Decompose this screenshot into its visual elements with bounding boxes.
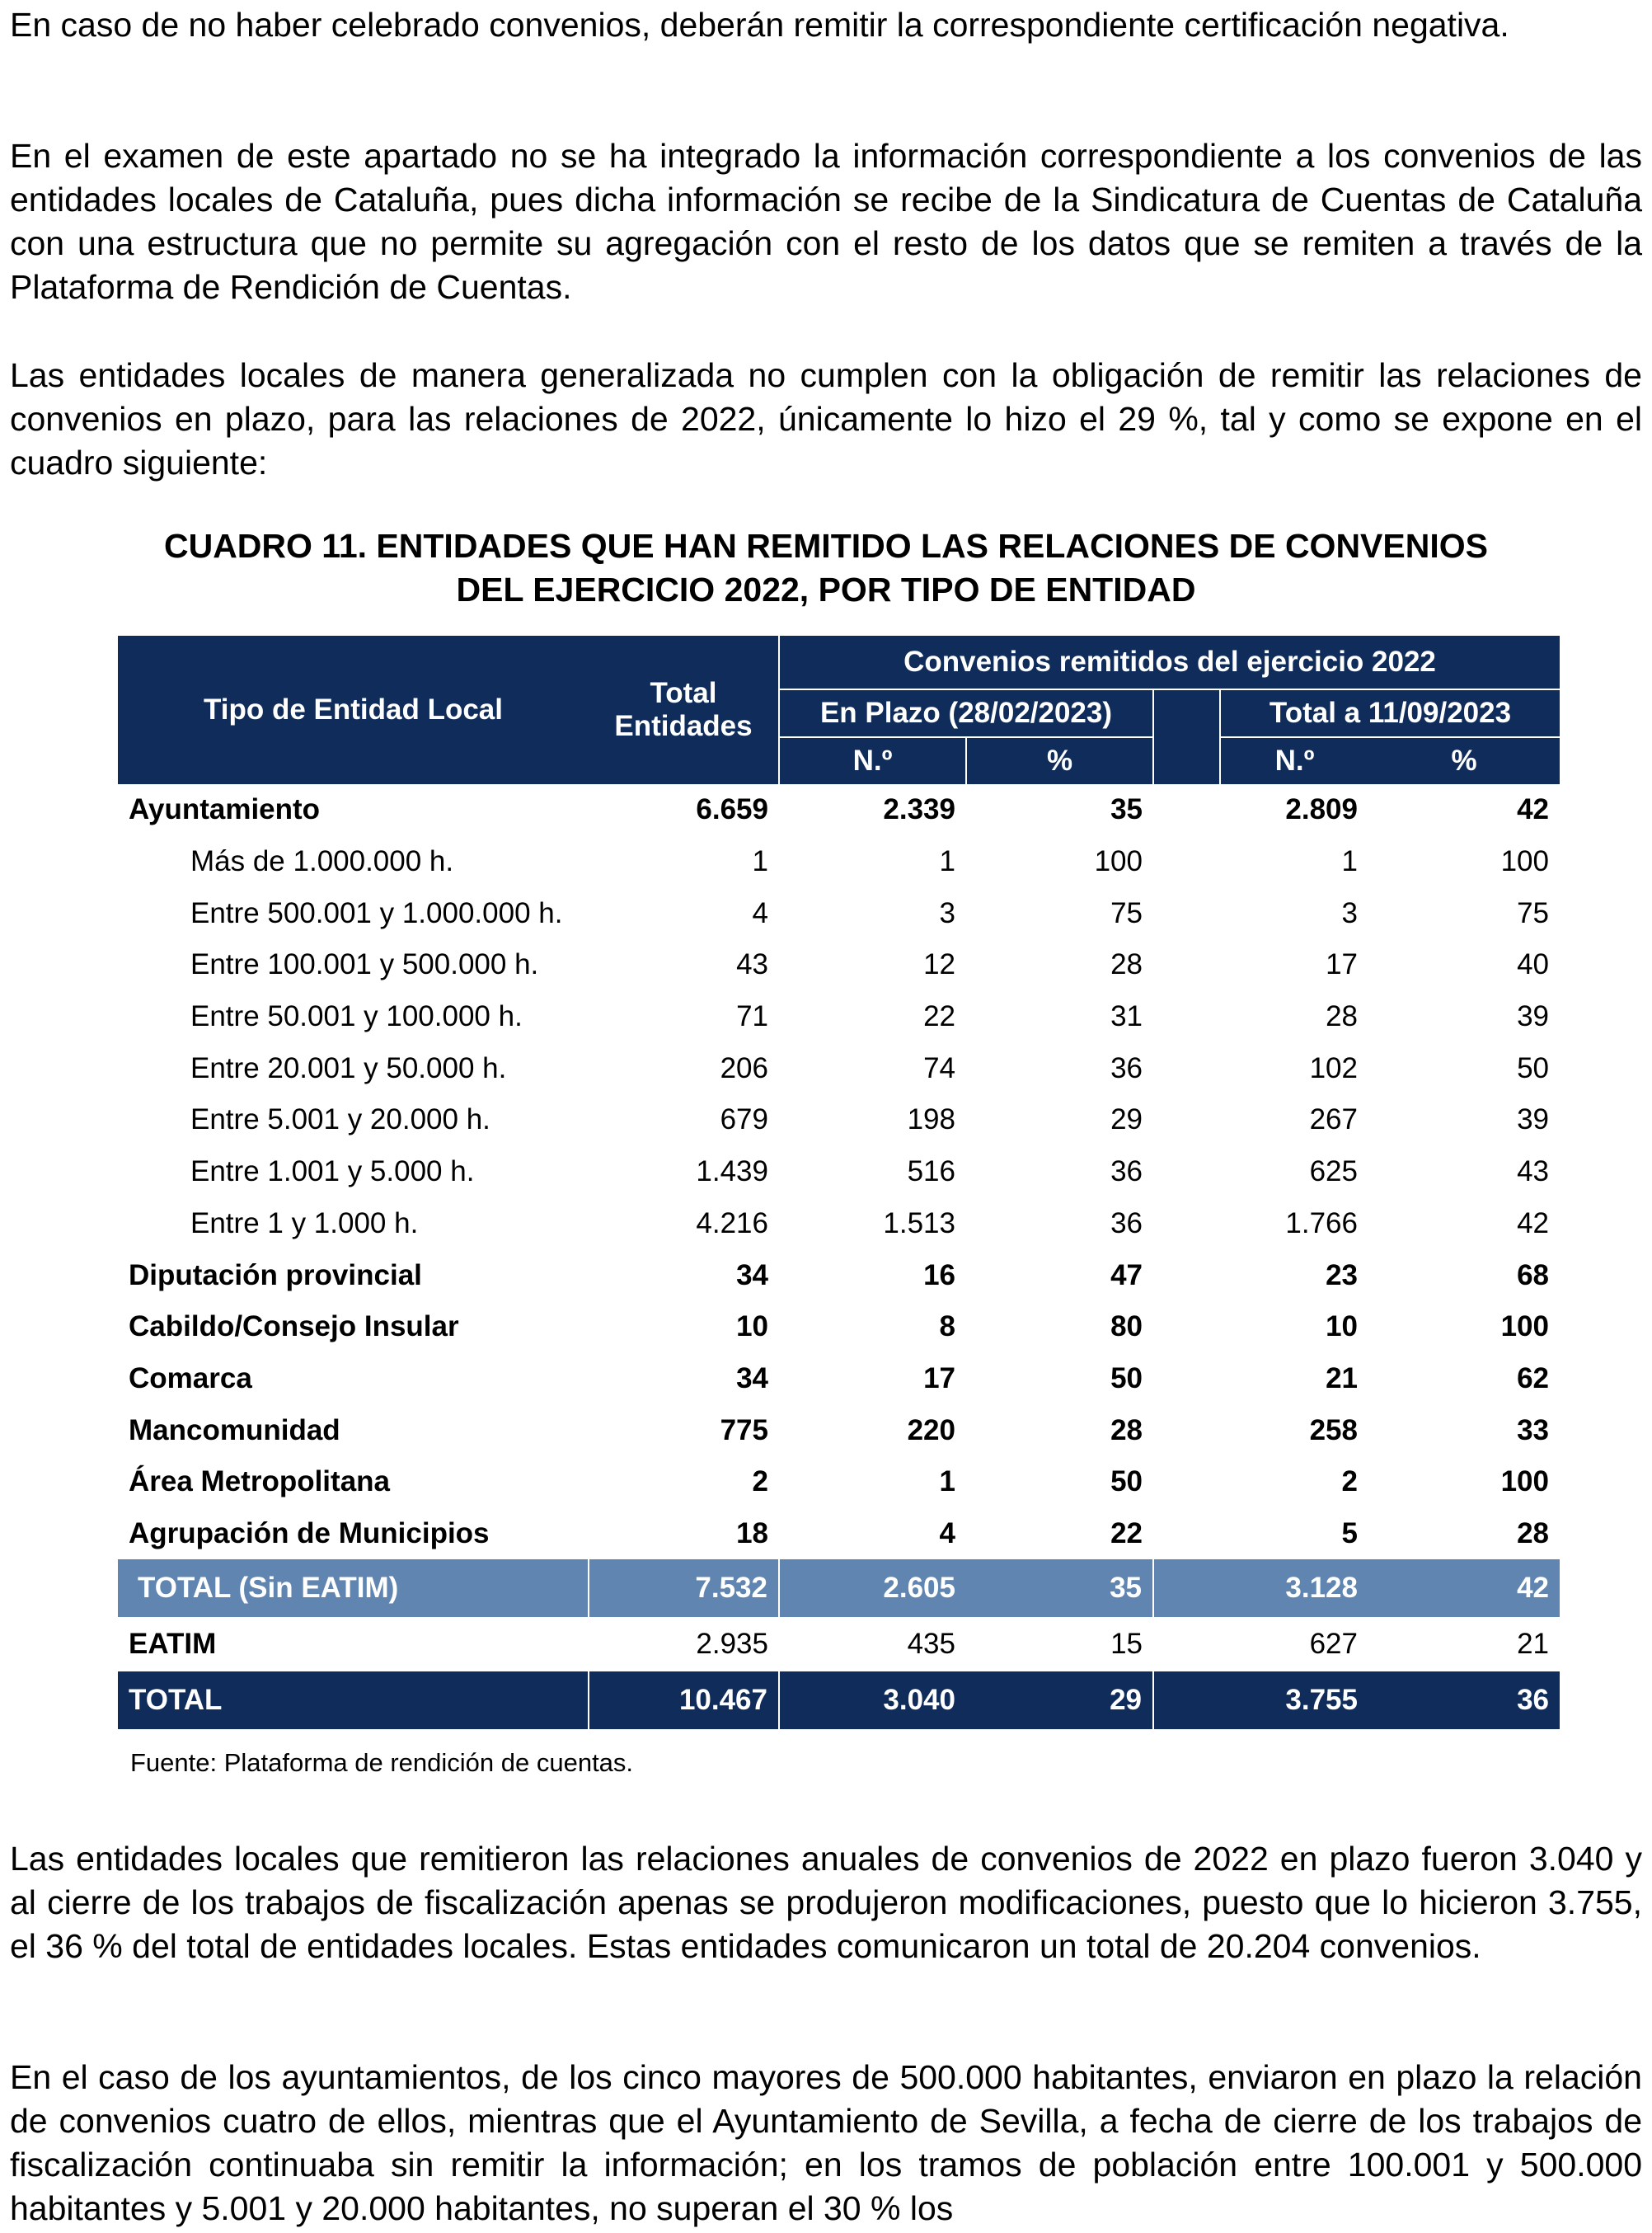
cell-num-total: 627 xyxy=(1309,1628,1358,1661)
cell-entidades: 34 xyxy=(736,1361,768,1394)
row-label: Agrupación de Municipios xyxy=(129,1516,490,1549)
paragraph-1: En caso de no haber celebrado convenios, deberán remitir la correspondiente certificación negativa. xyxy=(10,6,1509,44)
cell-num-total: 21 xyxy=(1326,1361,1358,1394)
cell-num-total: 102 xyxy=(1309,1051,1358,1084)
cell-pct-plazo: 36 xyxy=(1110,1051,1143,1084)
cell-entidades: 2 xyxy=(752,1465,768,1498)
cell-num-total: 5 xyxy=(1341,1516,1358,1549)
cell-pct-plazo: 35 xyxy=(966,1559,1153,1617)
cell-entidades: 4 xyxy=(752,896,768,929)
cell-num-plazo: 435 xyxy=(907,1628,955,1661)
cell-spacer xyxy=(1153,1559,1220,1617)
cell-pct-total: 43 xyxy=(1517,1155,1549,1188)
cell-spacer xyxy=(1153,1456,1220,1508)
cell-num-total: 3 xyxy=(1341,896,1358,929)
cell-pct-total: 50 xyxy=(1517,1051,1549,1084)
paragraph-3: Las entidades locales de manera generalizada no cumplen con la obligación de remitir las relaciones de convenios en plazo, para las relaciones de 2022, únicamente lo hizo el 29 %, tal y como se expone en el cuadro siguiente: xyxy=(10,356,1642,482)
header-num-total: N.º xyxy=(1220,737,1368,784)
cell-num-total: 2.809 xyxy=(1285,793,1358,826)
header-total-a: Total a 11/09/2023 xyxy=(1220,689,1560,737)
table-row xyxy=(118,1353,1560,1405)
cell-pct-plazo: 47 xyxy=(1110,1258,1143,1291)
cell-pct-total: 68 xyxy=(1517,1258,1549,1291)
row-label: Entre 5.001 y 20.000 h. xyxy=(190,1103,490,1136)
cell-num-total: 1.766 xyxy=(1285,1206,1358,1239)
table-caption-line-1: CUADRO 11. ENTIDADES QUE HAN REMITIDO LAS RELACIONES DE CONVENIOS xyxy=(163,527,1488,565)
cell-num-total: 267 xyxy=(1309,1103,1358,1136)
table-row xyxy=(118,939,1560,991)
cell-entidades: 775 xyxy=(720,1413,768,1446)
cell-spacer xyxy=(1153,836,1220,888)
table-row xyxy=(118,1559,1560,1617)
cell-pct-total: 40 xyxy=(1517,948,1549,981)
cell-entidades: 679 xyxy=(720,1103,768,1136)
cell-pct-plazo: 35 xyxy=(1110,793,1143,826)
cell-pct-total: 33 xyxy=(1517,1413,1549,1446)
cell-pct-total: 42 xyxy=(1368,1559,1560,1617)
table-row xyxy=(118,1198,1560,1250)
table-row xyxy=(118,1042,1560,1094)
cell-spacer xyxy=(1153,1617,1220,1671)
row-label: Cabildo/Consejo Insular xyxy=(129,1310,459,1343)
cell-num-plazo: 516 xyxy=(907,1155,955,1188)
cell-pct-plazo: 28 xyxy=(1110,948,1143,981)
header-en-plazo: En Plazo (28/02/2023) xyxy=(779,689,1153,737)
cell-pct-total: 100 xyxy=(1500,845,1549,878)
cell-num-total: 28 xyxy=(1326,1000,1358,1033)
header-num-plazo: N.º xyxy=(779,737,966,784)
row-label: Entre 1 y 1.000 h. xyxy=(190,1206,419,1239)
table-row xyxy=(118,1249,1560,1301)
cell-pct-plazo: 80 xyxy=(1110,1310,1143,1343)
cell-pct-total: 100 xyxy=(1500,1310,1549,1343)
table-header xyxy=(118,636,1560,784)
header-total-line-2: Entidades xyxy=(614,710,753,742)
cell-num-plazo: 3 xyxy=(939,896,955,929)
header-pct-total: % xyxy=(1368,737,1560,784)
row-label: Comarca xyxy=(129,1361,252,1394)
cell-spacer xyxy=(1153,1146,1220,1198)
cell-num-plazo: 22 xyxy=(923,1000,955,1033)
cell-num-plazo: 198 xyxy=(907,1103,955,1136)
cell-num-total: 1 xyxy=(1341,845,1358,878)
row-label: Entre 500.001 y 1.000.000 h. xyxy=(190,896,563,929)
cell-num-plazo: 220 xyxy=(907,1413,955,1446)
header-spacer-2 xyxy=(1153,737,1220,784)
cell-pct-plazo: 15 xyxy=(1110,1628,1143,1661)
header-spacer xyxy=(1153,689,1220,737)
cell-entidades: 7.532 xyxy=(589,1559,779,1617)
cell-num-total: 23 xyxy=(1326,1258,1358,1291)
cell-num-total: 3.755 xyxy=(1220,1671,1368,1729)
cell-spacer xyxy=(1153,1671,1220,1729)
cell-pct-total: 28 xyxy=(1517,1516,1549,1549)
cell-num-plazo: 1 xyxy=(939,1465,955,1498)
row-label: TOTAL xyxy=(118,1671,589,1729)
row-label: Diputación provincial xyxy=(129,1258,422,1291)
cell-entidades: 2.935 xyxy=(696,1628,768,1661)
cell-entidades: 10 xyxy=(736,1310,768,1343)
cell-num-plazo: 74 xyxy=(923,1051,955,1084)
cell-entidades: 1 xyxy=(752,845,768,878)
cell-entidades: 10.467 xyxy=(589,1671,779,1729)
table-row xyxy=(118,1404,1560,1456)
cell-spacer xyxy=(1153,1404,1220,1456)
table-row xyxy=(118,1301,1560,1353)
cell-num-plazo: 2.605 xyxy=(779,1559,966,1617)
table-caption-line-2: DEL EJERCICIO 2022, POR TIPO DE ENTIDAD xyxy=(456,571,1196,609)
row-label: Entre 50.001 y 100.000 h. xyxy=(190,1000,523,1033)
row-label: Ayuntamiento xyxy=(129,793,321,826)
cell-spacer xyxy=(1153,1042,1220,1094)
row-label: Entre 20.001 y 50.000 h. xyxy=(190,1051,507,1084)
cell-num-total: 17 xyxy=(1326,948,1358,981)
cell-num-plazo: 2.339 xyxy=(883,793,955,826)
cell-spacer xyxy=(1153,887,1220,939)
table-body xyxy=(118,784,1560,1729)
cell-spacer xyxy=(1153,1508,1220,1560)
cell-pct-plazo: 22 xyxy=(1110,1516,1143,1549)
cell-pct-plazo: 31 xyxy=(1110,1000,1143,1033)
cell-pct-total: 42 xyxy=(1517,1206,1549,1239)
cell-num-plazo: 17 xyxy=(923,1361,955,1394)
cell-pct-total: 42 xyxy=(1517,793,1549,826)
cell-pct-plazo: 36 xyxy=(1110,1155,1143,1188)
row-label: Entre 100.001 y 500.000 h. xyxy=(190,948,539,981)
cell-entidades: 6.659 xyxy=(696,793,768,826)
table-row xyxy=(118,784,1560,836)
cell-spacer xyxy=(1153,991,1220,1043)
cell-pct-total: 39 xyxy=(1517,1103,1549,1136)
cell-spacer xyxy=(1153,1353,1220,1405)
row-label: EATIM xyxy=(129,1628,217,1661)
header-total-entidades xyxy=(589,636,779,784)
cell-num-plazo: 1.513 xyxy=(883,1206,955,1239)
table-row xyxy=(118,1094,1560,1146)
cell-pct-plazo: 28 xyxy=(1110,1413,1143,1446)
cell-pct-total: 62 xyxy=(1517,1361,1549,1394)
header-tipo: Tipo de Entidad Local xyxy=(118,636,589,784)
cell-num-plazo: 16 xyxy=(923,1258,955,1291)
cell-entidades: 43 xyxy=(736,948,768,981)
table-caption xyxy=(49,524,1603,612)
cell-spacer xyxy=(1153,1198,1220,1250)
cell-pct-plazo: 50 xyxy=(1110,1465,1143,1498)
table-row xyxy=(118,1146,1560,1198)
cell-spacer xyxy=(1153,1301,1220,1353)
paragraph-5: En el caso de los ayuntamientos, de los cinco mayores de 500.000 habitantes, enviaron en plazo la relación de convenios cuatro de ellos, mientras que el Ayuntamiento de Sevilla, a fecha de cierre de los trabajos de fiscalización continuaba sin remitir la información; en los tramos de población entre 100.001 y 500.000 habitantes y 5.001 y 20.000 habitantes, no superan el 30 % los xyxy=(10,2058,1642,2227)
row-label: TOTAL (Sin EATIM) xyxy=(118,1559,589,1617)
cell-pct-total: 100 xyxy=(1500,1465,1549,1498)
cell-spacer xyxy=(1153,1249,1220,1301)
cell-entidades: 1.439 xyxy=(696,1155,768,1188)
table-row xyxy=(118,887,1560,939)
cell-pct-total: 39 xyxy=(1517,1000,1549,1033)
row-label: Área Metropolitana xyxy=(129,1465,390,1498)
cell-num-plazo: 8 xyxy=(939,1310,955,1343)
cell-pct-total: 21 xyxy=(1517,1628,1549,1661)
table-source: Fuente: Plataforma de rendición de cuentas. xyxy=(130,1748,634,1777)
cell-pct-total: 36 xyxy=(1368,1671,1560,1729)
table-row xyxy=(118,1671,1560,1729)
table-row xyxy=(118,1617,1560,1671)
table-row xyxy=(118,836,1560,888)
row-label: Entre 1.001 y 5.000 h. xyxy=(190,1155,475,1188)
cell-pct-plazo: 29 xyxy=(1110,1103,1143,1136)
cell-entidades: 34 xyxy=(736,1258,768,1291)
header-group: Convenios remitidos del ejercicio 2022 xyxy=(779,636,1560,689)
cell-num-total: 258 xyxy=(1309,1413,1358,1446)
paragraph-4: Las entidades locales que remitieron las relaciones anuales de convenios de 2022 en plazo fueron 3.040 y al cierre de los trabajos de fiscalización apenas se produjeron modificaciones, puesto que lo hicieron 3.755, el 36 % del total de entidades locales. Estas entidades comunicaron un total de 20.204 convenios. xyxy=(10,1840,1642,1965)
table-row xyxy=(118,1456,1560,1508)
cell-num-plazo: 4 xyxy=(939,1516,955,1549)
cell-num-total: 625 xyxy=(1309,1155,1358,1188)
cell-spacer xyxy=(1153,939,1220,991)
cell-num-plazo: 12 xyxy=(923,948,955,981)
cell-num-plazo: 3.040 xyxy=(779,1671,966,1729)
cell-spacer xyxy=(1153,1094,1220,1146)
cell-pct-plazo: 50 xyxy=(1110,1361,1143,1394)
cell-num-total: 2 xyxy=(1341,1465,1358,1498)
cell-entidades: 4.216 xyxy=(696,1206,768,1239)
table-row xyxy=(118,991,1560,1043)
cell-entidades: 18 xyxy=(736,1516,768,1549)
cell-spacer xyxy=(1153,784,1220,836)
table-row xyxy=(118,1508,1560,1560)
cell-entidades: 206 xyxy=(720,1051,768,1084)
header-pct-plazo: % xyxy=(966,737,1153,784)
cell-num-plazo: 1 xyxy=(939,845,955,878)
cell-num-total: 3.128 xyxy=(1220,1559,1368,1617)
cell-pct-plazo: 36 xyxy=(1110,1206,1143,1239)
header-total-line-1: Total xyxy=(650,677,717,709)
cell-pct-plazo: 100 xyxy=(1094,845,1143,878)
row-label: Mancomunidad xyxy=(129,1413,340,1446)
cell-pct-plazo: 75 xyxy=(1110,896,1143,929)
cell-num-total: 10 xyxy=(1326,1310,1358,1343)
paragraph-2: En el examen de este apartado no se ha integrado la información correspondiente a los convenios de las entidades locales de Cataluña, pues dicha información se recibe de la Sindicatura de Cuentas de Cataluña con una estructura que no permite su agregación con el resto de los datos que se remiten a través de la Plataforma de Rendición de Cuentas. xyxy=(10,137,1642,306)
cell-entidades: 71 xyxy=(736,1000,768,1033)
convenios-table xyxy=(118,636,1560,1729)
cell-pct-total: 75 xyxy=(1517,896,1549,929)
cell-pct-plazo: 29 xyxy=(966,1671,1153,1729)
row-label: Más de 1.000.000 h. xyxy=(190,845,454,878)
